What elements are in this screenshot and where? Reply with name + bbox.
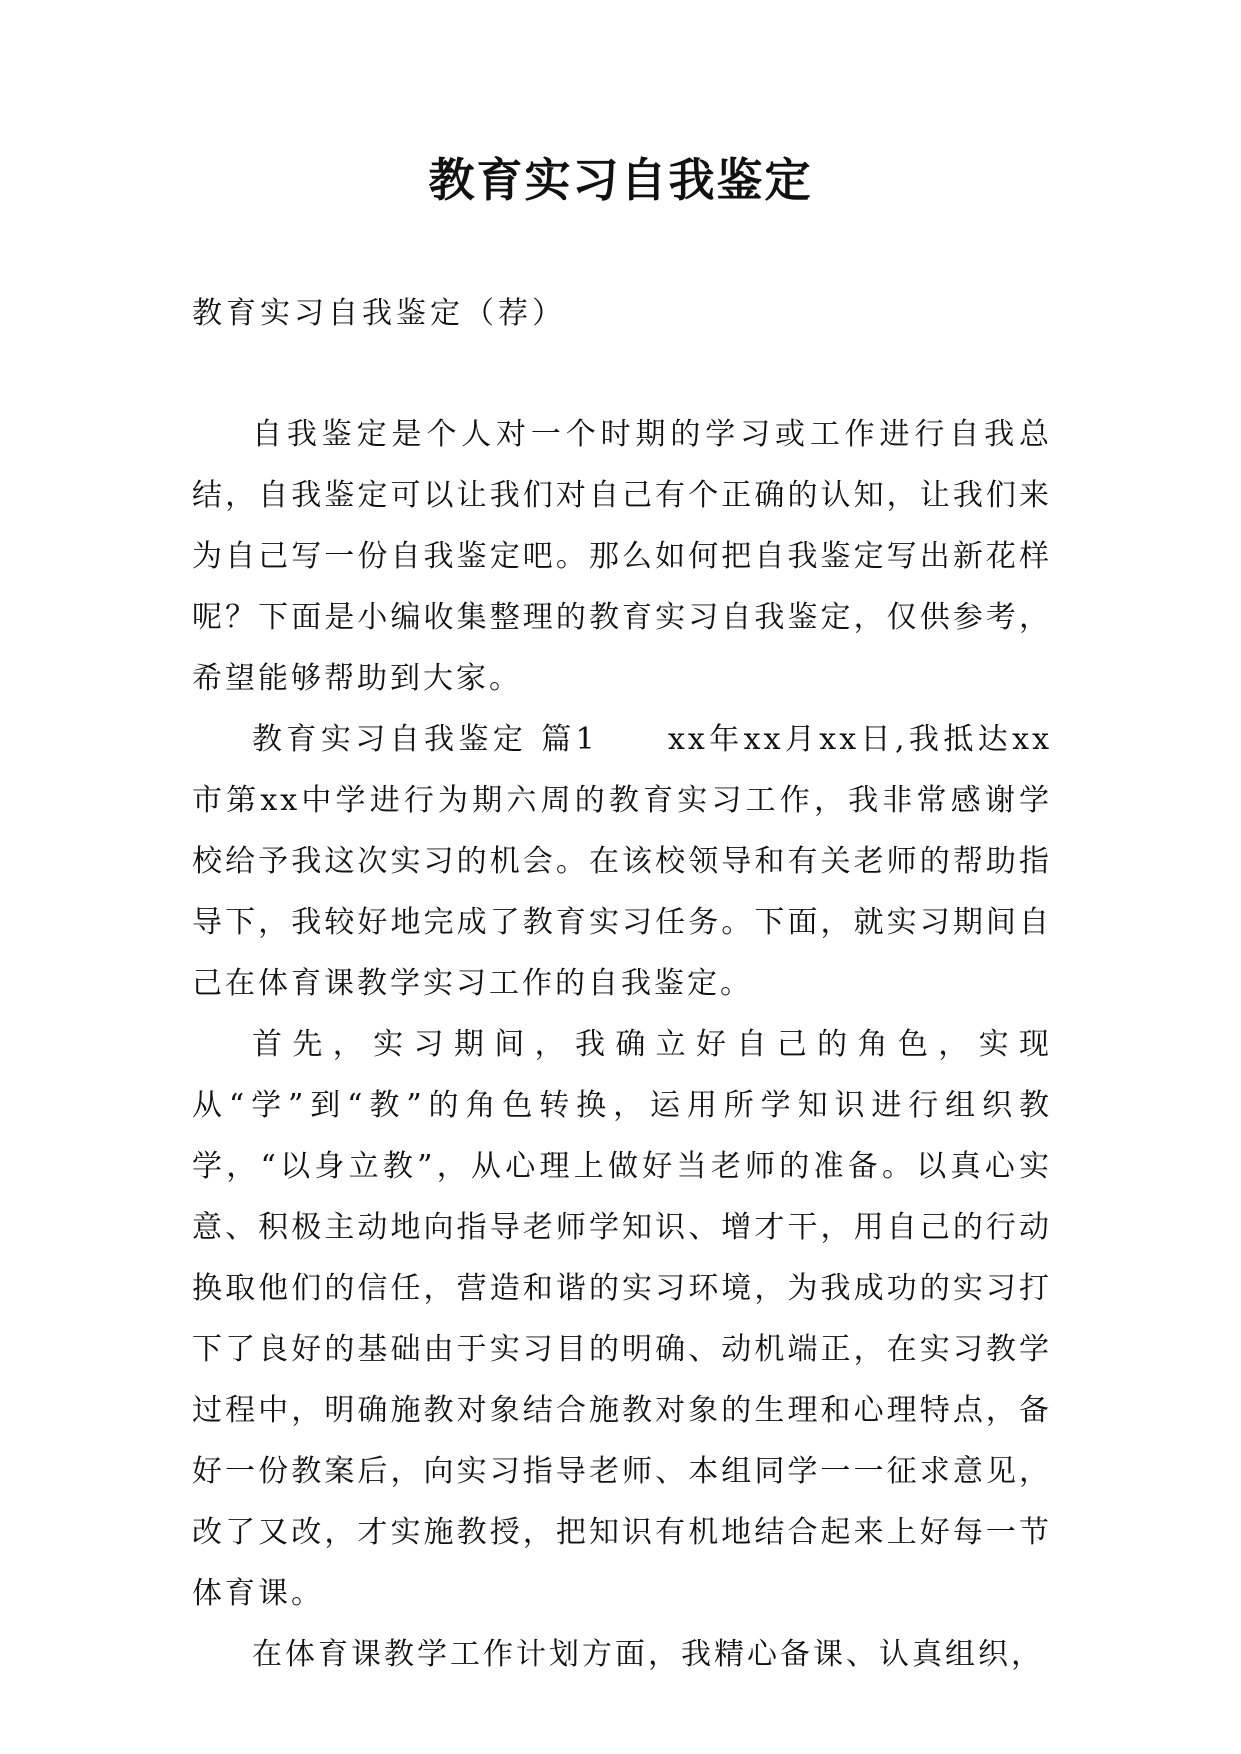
document-subtitle: 教育实习自我鉴定（荐） <box>192 296 566 331</box>
paragraph-first: 首先，实习期间，我确立好自己的角色，实现从“学”到“教”的角色转换，运用所学知识进行组织教学，“以身立教”，从心理上做好当老师的准备。以真心实意、积极主动地向指导老师学知识、增才干，用自己的行动换取他们的信任，营造和谐的实习环境，为我成功的实习打下了良好的基础由于实习目的明确、动机端正，在实习教学过程中，明确施教对象结合施教对象的生理和心理特点，备好一份教案后，向实习指导老师、本组同学一一征求意见，改了又改，才实施教授，把知识有机地结合起来上好每一节体育课。 <box>192 1027 1052 1611</box>
paragraph-intro: 自我鉴定是个人对一个时期的学习或工作进行自我总结，自我鉴定可以让我们对自己有个正确的认知，让我们来为自己写一份自我鉴定吧。那么如何把自我鉴定写出新花样呢？下面是小编收集整理的教育实习自我鉴定，仅供参考，希望能够帮助到大家。 <box>192 417 1052 696</box>
document-title: 教育实习自我鉴定 <box>428 153 813 207</box>
paragraph-section-1: 教育实习自我鉴定 篇1 xx年xx月xx日,我抵达xx市第xx中学进行为期六周的教育实习工作，我非常感谢学校给予我这次实习的机会。在该校领导和有关老师的帮助指导下，我较好地完成了教育实习任务。下面，就实习期间自己在体育课教学实习工作的自我鉴定。 <box>192 722 1052 1001</box>
paragraph-teaching-plan: 在体育课教学工作计划方面，我精心备课、认真组织， <box>252 1637 1044 1672</box>
document-body <box>192 404 1052 1685</box>
